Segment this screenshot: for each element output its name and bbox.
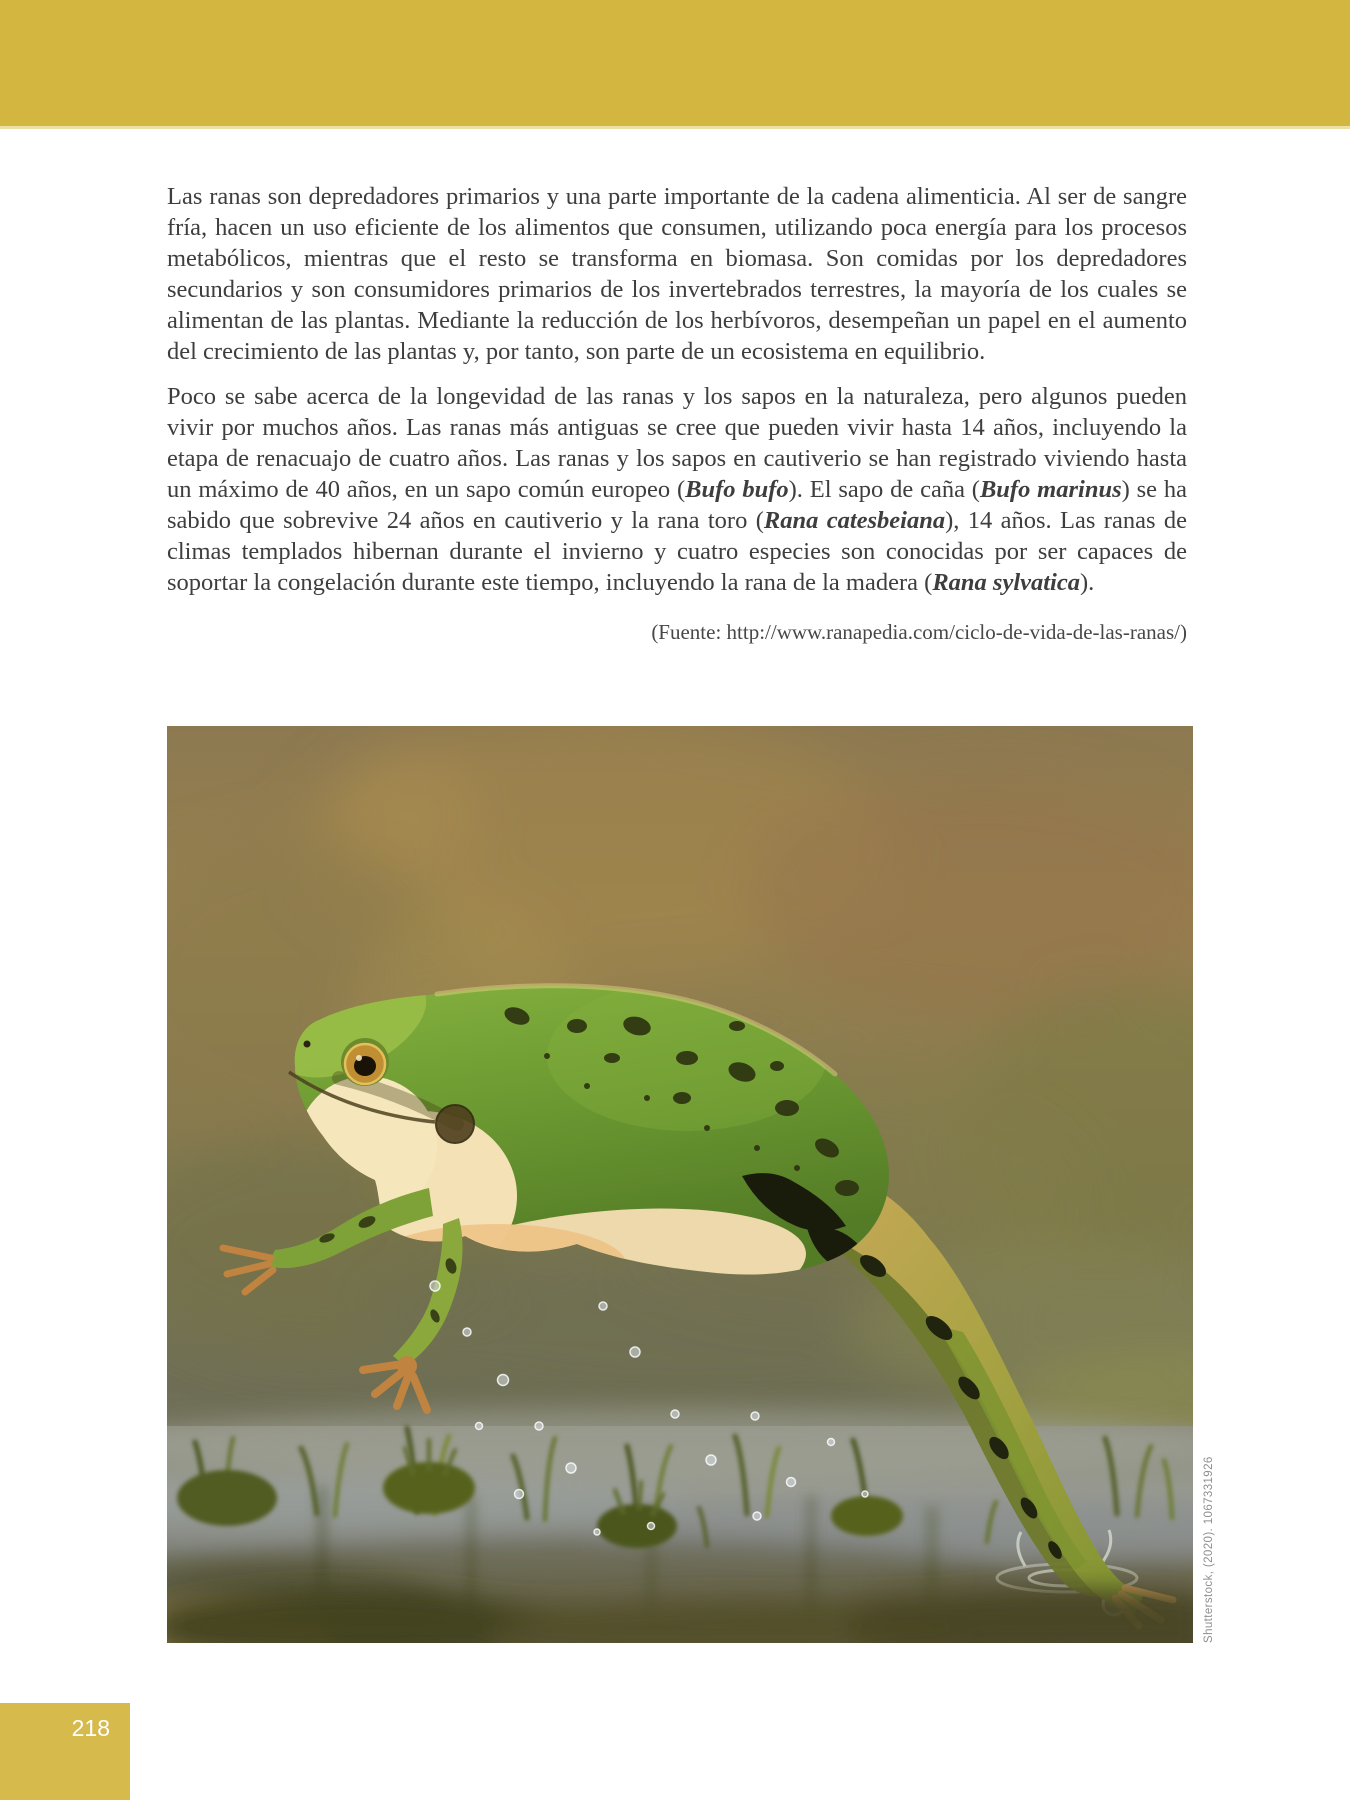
paragraph2-text: Poco se sabe acerca de la longevidad de las ranas y los sapos en la naturaleza, pero algunos pueden vivir por muchos años. Las ranas más antiguas se cree que pueden vivir hasta 14 años, incluyendo la etapa de renacuajo de cuatro años. Las ranas y los sapos en cautiverio se han registrado viviendo hasta un máximo de 40 años, en un sapo común europeo ( <box>167 383 1187 503</box>
frog-photo-illustration <box>167 726 1193 1643</box>
page-number-box <box>0 1703 130 1800</box>
top-gold-bar <box>0 0 1350 129</box>
paragraph2-text: ). El sapo de caña ( <box>788 476 980 503</box>
paragraph2-text: ), 14 años. Las ranas de climas templados hibernan durante el invierno y cuatro especies son conocidas por ser capaces de soportar la congelación durante este tiempo, incluyendo la rana de la madera ( <box>167 507 1187 596</box>
nostril <box>304 1041 311 1048</box>
frog-eye <box>341 1038 389 1086</box>
intro-paragraph-1: Las ranas son depredadores primarios y una parte importante de la cadena alimenticia. Al ser de sangre fría, hacen un uso eficiente de los alimentos que consumen, utilizando poca energía para los procesos metabólicos, mientras que el resto se transforma en biomasa. Son comidas por los depredadores secundarios y son consumidores primarios de los invertebrados terrestres, la mayoría de los cuales se alimentan de las plantas. Mediante la reducción de los herbívoros, desempeñan un papel en el aumento del crecimiento de las plantas y, por tanto, son parte de un ecosistema en equilibrio. <box>167 183 1187 365</box>
body-text <box>167 181 1187 645</box>
source-citation: (Fuente: http://www.ranapedia.com/ciclo-de-vida-de-las-ranas/) <box>651 620 1187 644</box>
species-name-bufo-marinus: Bufo marinus <box>979 476 1122 503</box>
paragraph2-text: ) se ha sabido que sobrevive 24 años en cautiverio y la rana toro ( <box>167 476 1187 534</box>
page-number: 218 <box>71 1715 110 1741</box>
intro-paragraph-2 <box>167 381 1187 598</box>
frog-photo <box>167 726 1193 1643</box>
tympanum <box>436 1105 474 1143</box>
species-name-rana-sylvatica: Rana sylvatica <box>932 569 1080 596</box>
paragraph2-text: ). <box>1079 569 1095 596</box>
species-name-bufo-bufo: Bufo bufo <box>685 476 789 503</box>
photo-credit: Shutterstock, (2020). 1067331926 <box>1203 1456 1215 1643</box>
species-name-rana-catesbeiana: Rana catesbeiana <box>763 507 946 534</box>
